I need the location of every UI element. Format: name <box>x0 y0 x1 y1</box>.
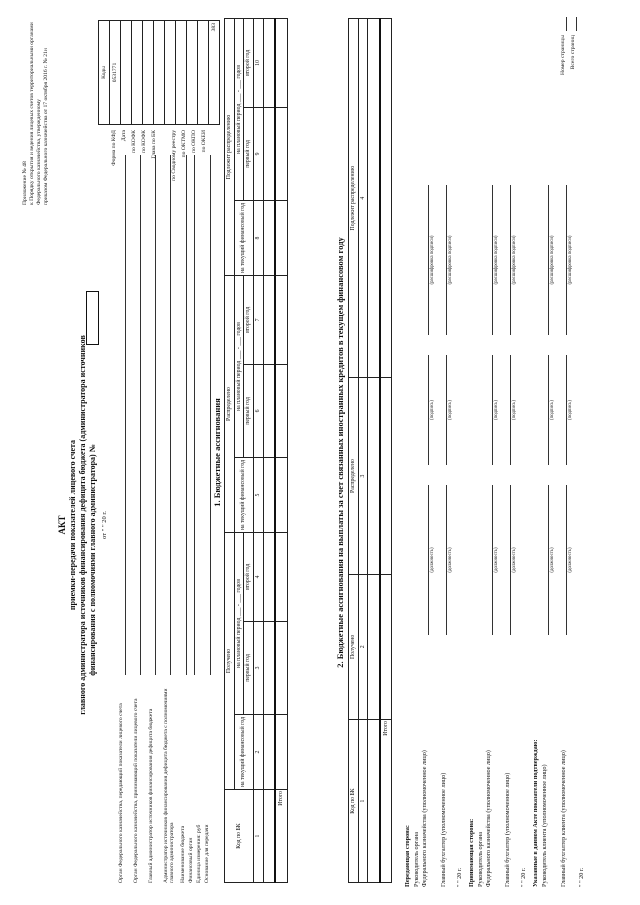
total-cell[interactable] <box>275 533 287 622</box>
col-second-year: второй год <box>244 533 254 622</box>
total-cell[interactable] <box>380 19 392 378</box>
col-num: 3 <box>358 378 368 574</box>
cap-signature: (подпись) <box>568 400 573 420</box>
col-num: 5 <box>253 458 263 533</box>
title-line-2: главного администратора источников финансирования дефицита бюджета (администратора источников <box>78 335 87 715</box>
field-line[interactable] <box>194 155 195 675</box>
col-distributed: Распределено <box>225 276 235 533</box>
sig-fk-body: Федерального казначейства (уполномоченное лицо) <box>421 750 428 887</box>
col-num: 7 <box>253 276 263 365</box>
col-planned-period: на плановый период ___ - ___ годов <box>234 19 244 201</box>
table-cell[interactable] <box>263 201 275 276</box>
title-line-3: финансирования с полномочиями главного администратора) № <box>88 444 97 676</box>
code-label: по Сводному реестру <box>171 130 177 181</box>
col-to-distribute: Подлежит распределению <box>225 19 235 276</box>
cap-decode: (расшифровка подписи) <box>550 235 555 285</box>
field-fin-body: Финансовый орган <box>188 837 194 883</box>
code-value[interactable] <box>176 21 187 125</box>
code-value[interactable] <box>165 21 176 125</box>
table-cell[interactable] <box>263 364 275 457</box>
total-cell[interactable] <box>275 458 287 533</box>
cap-decode: (расшифровка подписи) <box>512 235 517 285</box>
sig-client-head: Руководитель клиента (уполномоченное лицо) <box>541 764 548 887</box>
field-line[interactable] <box>186 155 187 675</box>
table-cell[interactable] <box>368 574 380 719</box>
code-label: Дата <box>121 130 127 142</box>
sig-client-accountant: Главный бухгалтер клиента (уполномоченное лицо) <box>560 750 567 887</box>
position-line[interactable] <box>510 485 511 635</box>
col-second-year: второй год <box>244 19 254 108</box>
col-num: 4 <box>253 533 263 622</box>
table-cell[interactable] <box>263 790 275 883</box>
table-cell[interactable] <box>368 720 380 883</box>
sig-chief-accountant: Главный бухгалтер (уполномоченное лицо) <box>440 772 447 887</box>
col-first-year: первый год <box>244 621 254 714</box>
field-budget-name: Наименование бюджета <box>180 825 186 883</box>
field-unit: Единица измерения: руб <box>196 824 202 883</box>
decode-line[interactable] <box>492 185 493 335</box>
act-date: от " " 20 г. <box>101 511 108 539</box>
cap-signature: (подпись) <box>550 400 555 420</box>
col-second-year: второй год <box>244 276 254 365</box>
cap-decode: (расшифровка подписи) <box>430 235 435 285</box>
table-cell[interactable] <box>263 533 275 622</box>
appendix-line-3: приказом Федерального казначейства от 17 октября 2016 г. № 21н <box>42 48 49 205</box>
field-fk-transferring: Орган Федерального казначейства, передающий показатели лицевого счета <box>118 703 124 883</box>
signature-line[interactable] <box>566 355 567 465</box>
col-current-year: на текущий финансовый год <box>234 201 253 276</box>
table-cell[interactable] <box>263 276 275 365</box>
field-line[interactable] <box>155 155 156 675</box>
cap-position: (должность) <box>568 547 573 573</box>
col-num: 8 <box>253 201 263 276</box>
cap-decode: (расшифровка подписи) <box>568 235 573 285</box>
col-to-distribute: Подлежит распределению <box>349 19 359 378</box>
cap-position: (должность) <box>512 547 517 573</box>
code-value[interactable] <box>187 21 198 125</box>
section1-table <box>224 18 288 883</box>
cap-decode: (расшифровка подписи) <box>448 235 453 285</box>
signature-line[interactable] <box>548 355 549 465</box>
table-cell[interactable] <box>368 378 380 574</box>
col-code-bk: Код по БК <box>349 720 359 883</box>
total-cell[interactable] <box>275 364 287 457</box>
field-line[interactable] <box>170 155 171 675</box>
cap-position: (должность) <box>550 547 555 573</box>
total-pages-line[interactable] <box>576 17 577 31</box>
col-num: 3 <box>253 621 263 714</box>
confirmed-label: Указанные в данном Акте показатели подтверждаю: <box>532 739 539 887</box>
total-cell[interactable] <box>275 715 287 790</box>
col-code-bk: Код по БК <box>225 790 254 883</box>
field-admin-powers: Администратор источников финансирования дефицита бюджета с полномочиями главного администратора <box>163 688 176 883</box>
cap-signature: (подпись) <box>448 400 453 420</box>
table-cell[interactable] <box>263 621 275 714</box>
sig-head-body: Руководитель органа <box>413 831 420 887</box>
field-basis: Основание для передачи <box>204 824 210 883</box>
appendix-note <box>22 20 50 205</box>
total-label: Итого <box>380 720 392 883</box>
section2-table <box>348 18 392 883</box>
code-value[interactable] <box>132 21 143 125</box>
cap-position: (должность) <box>494 547 499 573</box>
sig-date: " " 20 г. <box>456 867 463 887</box>
signature-line[interactable] <box>510 355 511 465</box>
code-value[interactable] <box>154 21 165 125</box>
field-fk-receiving: Орган Федерального казначейства, принимающий показатели лицевого счета <box>133 698 139 883</box>
code-value[interactable] <box>121 21 132 125</box>
signature-line[interactable] <box>446 355 447 465</box>
code-value[interactable]: 383 <box>209 21 220 125</box>
field-line[interactable] <box>140 155 141 675</box>
code-label: по ОКЕИ <box>201 130 207 153</box>
table-cell[interactable] <box>368 19 380 378</box>
table-cell[interactable] <box>263 715 275 790</box>
code-label: Глава по БК <box>151 130 157 159</box>
total-cell[interactable] <box>275 621 287 714</box>
sig-date: " " 20 г. <box>520 867 527 887</box>
col-current-year: на текущий финансовый год <box>234 715 253 790</box>
page-number-line[interactable] <box>566 17 567 31</box>
act-number-box[interactable] <box>86 291 99 345</box>
appendix-line-2: к Порядку открытия и ведения лицевых счетов территориальными органами Федерального казначейства, утвержденному <box>28 22 42 205</box>
col-num: 2 <box>358 574 368 719</box>
appendix-line-1: Приложение № 48 <box>22 161 28 205</box>
col-num: 1 <box>358 720 368 883</box>
receiving-side: Принимающая сторона: <box>468 818 475 887</box>
col-first-year: первый год <box>244 364 254 457</box>
decode-line[interactable] <box>548 185 549 335</box>
sig-head-body: Руководитель органа <box>477 831 484 887</box>
code-value[interactable] <box>198 21 209 125</box>
code-value[interactable]: 0531771 <box>110 21 121 125</box>
position-line[interactable] <box>548 485 549 635</box>
sig-chief-accountant: Главный бухгалтер (уполномоченное лицо) <box>504 772 511 887</box>
col-first-year: первый год <box>244 107 254 200</box>
sig-fk-body: Федерального казначейства (уполномоченное лицо) <box>485 750 492 887</box>
total-cell[interactable] <box>275 201 287 276</box>
section1-title: 1. Бюджетные ассигнования <box>212 398 222 507</box>
total-cell[interactable] <box>380 574 392 719</box>
total-pages-label: Всего страниц <box>570 35 576 70</box>
cap-signature: (подпись) <box>512 400 517 420</box>
code-label: по КОФК <box>131 130 137 154</box>
transferring-side: Передающая сторона: <box>404 825 411 887</box>
total-label: Итого <box>275 790 287 883</box>
section2-title: 2. Бюджетные ассигнования на выплаты за счет связанных иностранных кредитов в текущем финансовом году <box>335 237 345 668</box>
col-received: Получено <box>349 574 359 719</box>
total-cell[interactable] <box>275 19 287 108</box>
position-line[interactable] <box>428 485 429 635</box>
col-num: 9 <box>253 107 263 200</box>
code-label: по КОФК <box>141 130 147 154</box>
col-num: 10 <box>253 19 263 108</box>
position-line[interactable] <box>446 485 447 635</box>
act-title: АКТ <box>57 515 67 535</box>
position-line[interactable] <box>492 485 493 635</box>
cap-signature: (подпись) <box>494 400 499 420</box>
col-current-year: на текущий финансовый год <box>234 458 253 533</box>
code-label: по ОКТМО <box>181 130 187 158</box>
code-value[interactable] <box>143 21 154 125</box>
field-line[interactable] <box>210 155 211 675</box>
decode-line[interactable] <box>446 185 447 335</box>
cap-position: (должность) <box>430 547 435 573</box>
page-number-label: Номер страницы <box>560 35 566 75</box>
total-cell[interactable] <box>275 107 287 200</box>
position-line[interactable] <box>566 485 567 635</box>
col-received: Получено <box>225 533 235 790</box>
field-chief-admin: Главный администратор источников финансирования дефицита бюджета <box>148 708 154 883</box>
code-label: Форма по КФД <box>111 130 117 166</box>
decode-line[interactable] <box>566 185 567 335</box>
decode-line[interactable] <box>428 185 429 335</box>
col-num: 6 <box>253 364 263 457</box>
table-cell[interactable] <box>263 107 275 200</box>
table-cell[interactable] <box>263 458 275 533</box>
codes-header: Коды <box>99 21 110 125</box>
signature-line[interactable] <box>492 355 493 465</box>
cap-signature: (подпись) <box>430 400 435 420</box>
field-line[interactable] <box>125 155 126 675</box>
codes-table <box>98 20 220 125</box>
table-cell[interactable] <box>263 19 275 108</box>
col-num: 1 <box>253 790 263 883</box>
decode-line[interactable] <box>510 185 511 335</box>
col-planned-period: на плановый период ___ - ___ годов <box>234 533 244 715</box>
col-num: 2 <box>253 715 263 790</box>
code-label: по ОКПО <box>191 130 197 154</box>
total-cell[interactable] <box>380 378 392 574</box>
cap-decode: (расшифровка подписи) <box>494 235 499 285</box>
signature-line[interactable] <box>428 355 429 465</box>
col-distributed: Распределено <box>349 378 359 574</box>
sig-date: " " 20 г. <box>578 867 585 887</box>
title-line-1: приемки-передачи показателей лицевого счета <box>68 439 77 611</box>
col-num: 4 <box>358 19 368 378</box>
cap-position: (должность) <box>448 547 453 573</box>
total-cell[interactable] <box>275 276 287 365</box>
col-planned-period: на плановый период ___ - ___ годов <box>234 276 244 458</box>
